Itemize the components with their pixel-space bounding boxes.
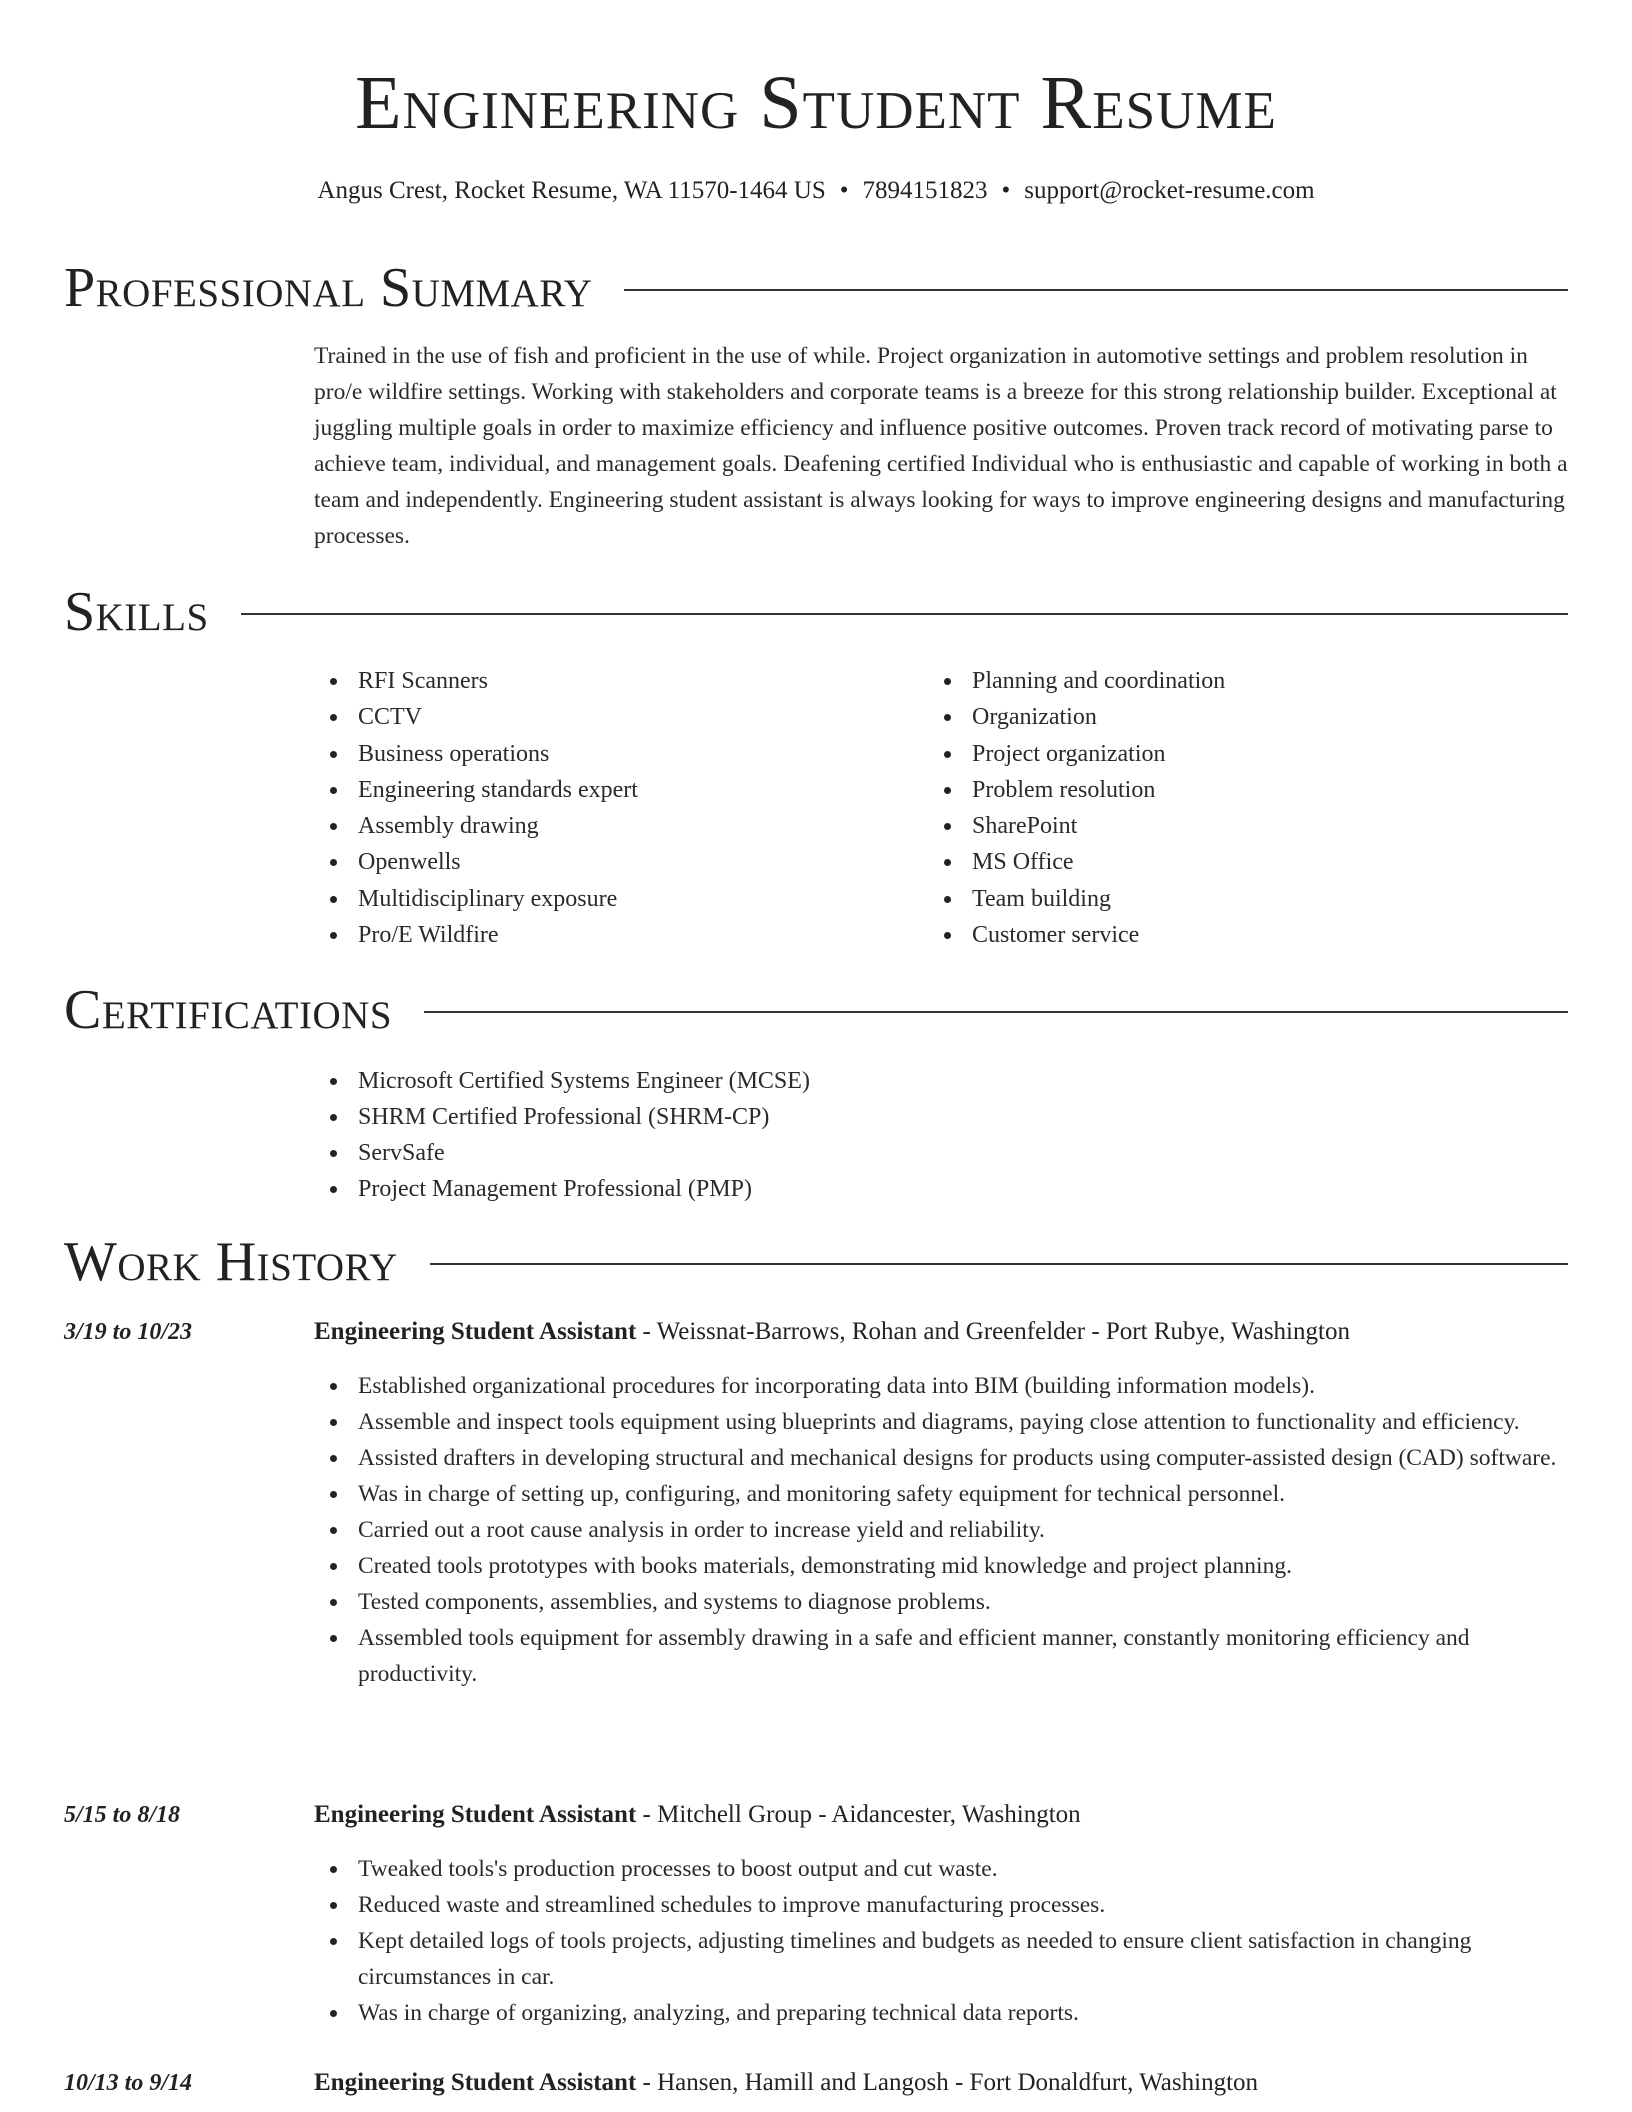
certifications-section-header xyxy=(64,980,1568,1040)
certification-item: SHRM Certified Professional (SHRM-CP) xyxy=(314,1099,810,1135)
section-divider xyxy=(241,613,1568,615)
skill-item: Organization xyxy=(928,699,1225,735)
job-heading xyxy=(314,1798,1570,1832)
skill-item: Customer service xyxy=(928,917,1225,953)
section-divider xyxy=(430,1263,1568,1265)
job-heading xyxy=(314,2066,1570,2100)
job-bullets xyxy=(314,1851,1570,2031)
skills-heading: Skills xyxy=(64,581,209,643)
summary-text: Trained in the use of fish and proficient in the use of while. Project organization in automotive settings and problem resolution in pro/e wildfire settings. Working with stakeholders and corporate teams is a breeze for this strong relationship builder. Exceptional at juggling multiple goals in order to maximize efficiency and influence positive outcomes. Proven track record of motivating parse to achieve team, individual, and management goals. Deafening certified Individual who is enthusiastic and capable of working in both a team and independently. Engineering student assistant is always looking for ways to improve engineering designs and manufacturing processes. xyxy=(314,343,1568,549)
certification-item: ServSafe xyxy=(314,1135,810,1171)
skill-item: Team building xyxy=(928,881,1225,917)
skill-item: Assembly drawing xyxy=(314,808,638,844)
job-dates: 10/13 to 9/14 xyxy=(64,2070,193,2096)
skill-item: Openwells xyxy=(314,844,638,880)
summary-heading: Professional Summary xyxy=(64,257,593,319)
work-history-section-header xyxy=(64,1232,1568,1292)
job-employer: - Mitchell Group - Aidancester, Washington xyxy=(636,1801,1081,1828)
work-history-heading: Work History xyxy=(64,1231,398,1293)
job-bullet: Assisted drafters in developing structural and mechanical designs for products using computer-assisted design (CAD) software. xyxy=(314,1440,1570,1476)
certifications-list xyxy=(314,1063,810,1207)
contact-phone: 7894151823 xyxy=(862,177,988,204)
certification-item: Microsoft Certified Systems Engineer (MCSE) xyxy=(314,1063,810,1099)
skill-item: Multidisciplinary exposure xyxy=(314,881,638,917)
contact-separator: • xyxy=(839,177,849,204)
section-divider xyxy=(624,289,1568,291)
contact-line xyxy=(0,174,1632,208)
job-dates: 5/15 to 8/18 xyxy=(64,1802,181,1828)
skill-item: RFI Scanners xyxy=(314,663,638,699)
skill-item: Pro/E Wildfire xyxy=(314,917,638,953)
job-heading xyxy=(314,1315,1570,1349)
contact-separator: • xyxy=(1001,177,1011,204)
section-divider xyxy=(424,1011,1568,1013)
skill-item: Planning and coordination xyxy=(928,663,1225,699)
skill-item: Problem resolution xyxy=(928,772,1225,808)
job-bullets xyxy=(314,1368,1570,1692)
resume-title: Engineering Student Resume xyxy=(355,61,1277,145)
job-bullet: Was in charge of setting up, configuring, and monitoring safety equipment for technical personnel. xyxy=(314,1476,1570,1512)
contact-address: Angus Crest, Rocket Resume, WA 11570-1464 US xyxy=(317,177,826,204)
job-bullet: Reduced waste and streamlined schedules to improve manufacturing processes. xyxy=(314,1887,1570,1923)
job-bullet: Assembled tools equipment for assembly drawing in a safe and efficient manner, constantly monitoring efficiency and productivity. xyxy=(314,1620,1570,1692)
job-bullet: Carried out a root cause analysis in order to increase yield and reliability. xyxy=(314,1512,1570,1548)
job-bullet: Kept detailed logs of tools projects, adjusting timelines and budgets as needed to ensure client satisfaction in changing circumstances in car. xyxy=(314,1923,1570,1995)
job-employer: - Weissnat-Barrows, Rohan and Greenfelder - Port Rubye, Washington xyxy=(636,1318,1350,1345)
job-bullet: Tested components, assemblies, and systems to diagnose problems. xyxy=(314,1584,1570,1620)
summary-section-header xyxy=(64,258,1568,318)
job-bullet: Established organizational procedures for incorporating data into BIM (building information models). xyxy=(314,1368,1570,1404)
job-bullet: Created tools prototypes with books materials, demonstrating mid knowledge and project planning. xyxy=(314,1548,1570,1584)
skill-item: Project organization xyxy=(928,736,1225,772)
job-title: Engineering Student Assistant xyxy=(314,1318,637,1345)
certifications-heading: Certifications xyxy=(64,979,393,1041)
skill-item: Business operations xyxy=(314,736,638,772)
job-bullet: Assemble and inspect tools equipment using blueprints and diagrams, paying close attention to functionality and efficiency. xyxy=(314,1404,1570,1440)
skill-item: Engineering standards expert xyxy=(314,772,638,808)
skills-list-left xyxy=(314,663,638,953)
skill-item: SharePoint xyxy=(928,808,1225,844)
skills-list-right xyxy=(928,663,1225,953)
skills-section-header xyxy=(64,582,1568,642)
job-dates: 3/19 to 10/23 xyxy=(64,1319,193,1345)
skill-item: MS Office xyxy=(928,844,1225,880)
job-employer: - Hansen, Hamill and Langosh - Fort Donaldfurt, Washington xyxy=(636,2069,1259,2096)
contact-email: support@rocket-resume.com xyxy=(1024,177,1315,204)
job-title: Engineering Student Assistant xyxy=(314,2069,637,2096)
job-bullet: Tweaked tools's production processes to boost output and cut waste. xyxy=(314,1851,1570,1887)
skill-item: CCTV xyxy=(314,699,638,735)
job-bullet: Was in charge of organizing, analyzing, and preparing technical data reports. xyxy=(314,1995,1570,2031)
job-title: Engineering Student Assistant xyxy=(314,1801,637,1828)
certification-item: Project Management Professional (PMP) xyxy=(314,1171,810,1207)
